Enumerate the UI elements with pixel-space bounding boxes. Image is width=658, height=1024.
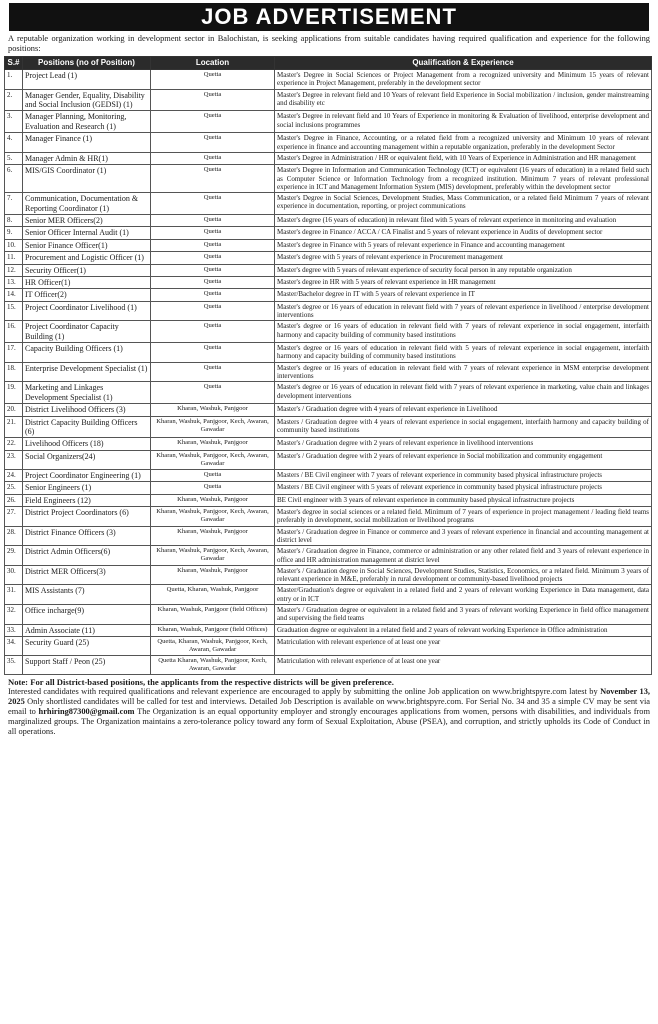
row-position: District Finance Officers (3) (23, 526, 151, 546)
table-row (5, 111, 652, 133)
row-qualification: Master's Degree in Finance, Accounting, or a related field from a recognized university and Minimum 10 years of relevant experience in finance and accounting management within a reputable organization, preferably in the development Sector (275, 133, 652, 153)
row-location: Quetta (151, 252, 275, 264)
row-position: MIS Assistants (7) (23, 585, 151, 605)
row-sn: 34. (5, 636, 23, 655)
row-location: Quetta (151, 70, 275, 90)
row-position: Social Organizers(24) (23, 450, 151, 469)
row-location: Quetta (151, 382, 275, 404)
table-row (5, 565, 652, 585)
table-row (5, 214, 652, 226)
row-location: Quetta (151, 362, 275, 382)
row-sn: 14. (5, 289, 23, 301)
row-sn: 4. (5, 133, 23, 153)
row-position: Senior Finance Officer(1) (23, 239, 151, 251)
row-qualification: Master's degree in Finance with 5 years of relevant experience in Finance and accounting management (275, 239, 652, 251)
row-qualification: Masters / BE Civil engineer with 7 years of relevant experience in community based physical infrastructure projects (275, 469, 652, 481)
row-sn: 30. (5, 565, 23, 585)
row-location: Kharan, Washuk, Panjgoor, Kech, Awaran, Gawadar (151, 450, 275, 469)
row-qualification: Masters / BE Civil engineer with 5 years of relevant experience in community based physical infrastructure projects (275, 482, 652, 494)
table-row (5, 546, 652, 566)
row-location: Kharan, Washuk, Panjgoor (field Offices) (151, 624, 275, 636)
header-location: Location (151, 57, 275, 70)
row-qualification: Masters / Graduation degree with 4 years of relevant experience in social engagement, interfaith harmony and capacity building of community based institutions (275, 416, 652, 438)
row-position: Livelihood Officers (18) (23, 438, 151, 450)
row-location: Quetta (151, 343, 275, 363)
table-row (5, 636, 652, 655)
row-location: Quetta (151, 111, 275, 133)
row-sn: 32. (5, 604, 23, 624)
row-position: Project Coordinator Capacity Building (1) (23, 321, 151, 343)
table-row (5, 289, 652, 301)
row-sn: 27. (5, 507, 23, 527)
table-row (5, 624, 652, 636)
closing-text-1: Interested candidates with required qualifications and relevant experience are encouraged to apply by submitting the online Job application on www.brightspyre.com latest by (8, 686, 601, 696)
row-qualification: Master's / Graduation degree in Finance or commerce and 3 years of relevant experience in financial and accounting management at district level (275, 526, 652, 546)
row-qualification: Master's / Graduation degree with 4 years of relevant experience in Livelihood (275, 404, 652, 416)
closing-paragraph (4, 687, 654, 737)
row-qualification: Master/Graduation's degree or equivalent in a related field and 2 years of relevant working Experience in Data management, data entry or in ICT (275, 585, 652, 605)
header-qualification: Qualification & Experience (275, 57, 652, 70)
table-row (5, 252, 652, 264)
row-position: Senior Officer Internal Audit (1) (23, 227, 151, 239)
row-position: Senior Engineers (1) (23, 482, 151, 494)
table-row (5, 416, 652, 438)
row-sn: 2. (5, 89, 23, 111)
row-qualification: Master's / Graduation degree or equivalent in a related field and 3 years of relevant working Experience in field office management and supervising the field teams (275, 604, 652, 624)
row-sn: 5. (5, 152, 23, 164)
table-row (5, 264, 652, 276)
row-qualification: Master's Degree in Social Sciences, Development Studies, Mass Communication, or a related field Minimum 7 years of relevant experience in documentation, reporting, or project communications (275, 193, 652, 215)
row-qualification: Master's degree with 5 years of relevant experience of security focal person in any reputable organization (275, 264, 652, 276)
row-sn: 22. (5, 438, 23, 450)
row-sn: 10. (5, 239, 23, 251)
table-row (5, 89, 652, 111)
table-row (5, 152, 652, 164)
table-row (5, 482, 652, 494)
row-sn: 6. (5, 165, 23, 193)
row-position: Field Engineers (12) (23, 494, 151, 506)
row-qualification: BE Civil engineer with 3 years of relevant experience in community based physical infrastructure projects (275, 494, 652, 506)
row-qualification: Master's degree or 16 years of education in relevant field with 7 years of relevant experience in social engagement, interfaith harmony and capacity building of community based institutions (275, 321, 652, 343)
closing-text-3: The Organization is an equal opportunity employer and strongly encourages applications from women, persons with disabilities, and individuals from marginalized groups. The Organization maintains a zero-tolerance policy toward any form of Sexual Exploitation, Abuse (PSEA), and corruption, and strictly upholds its Code of Conduct in all operations. (8, 706, 650, 736)
row-position: Project Coordinator Engineering (1) (23, 469, 151, 481)
row-location: Kharan, Washuk, Panjgoor (151, 494, 275, 506)
row-location: Quetta (151, 482, 275, 494)
row-qualification: Master's degree or 16 years of education in relevant field with 7 years of relevant experience in marketing, value chain and linkages development interventions (275, 382, 652, 404)
row-sn: 31. (5, 585, 23, 605)
table-row (5, 655, 652, 674)
row-position: Marketing and Linkages Development Specialist (1) (23, 382, 151, 404)
table-row (5, 469, 652, 481)
row-location: Kharan, Washuk, Panjgoor (field Offices) (151, 604, 275, 624)
row-location: Quetta (151, 469, 275, 481)
row-sn: 9. (5, 227, 23, 239)
row-sn: 33. (5, 624, 23, 636)
row-position: Manager Gender, Equality, Disability and Social Inclusion (GEDSI) (1) (23, 89, 151, 111)
row-position: MIS/GIS Coordinator (1) (23, 165, 151, 193)
row-qualification: Master's degree or 16 years of education in relevant field with 5 years of relevant experience in social engagement, interfaith harmony and capacity building of community based institutions (275, 343, 652, 363)
row-sn: 24. (5, 469, 23, 481)
row-location: Kharan, Washuk, Panjgoor, Kech, Awaran, Gawadar (151, 416, 275, 438)
row-qualification: Master's Degree in relevant field and 10 Years of Experience in monitoring & Evaluation of livelihood, enterprise development and social inclusions programmes (275, 111, 652, 133)
row-position: Procurement and Logistic Officer (1) (23, 252, 151, 264)
table-row (5, 507, 652, 527)
row-position: Security Guard (25) (23, 636, 151, 655)
row-qualification: Master's degree or 16 years of education in relevant field with 7 years of relevant experience in MSM enterprise development interventions (275, 362, 652, 382)
row-location: Quetta, Kharan, Washuk, Panjgoor (151, 585, 275, 605)
row-sn: 11. (5, 252, 23, 264)
row-sn: 16. (5, 321, 23, 343)
header-sn: S.# (5, 57, 23, 70)
row-sn: 23. (5, 450, 23, 469)
row-position: District Project Coordinators (6) (23, 507, 151, 527)
job-advertisement-page (4, 0, 654, 737)
row-position: District MER Officers(3) (23, 565, 151, 585)
row-position: Manager Planning, Monitoring, Evaluation and Research (1) (23, 111, 151, 133)
row-qualification: Master's degree in Finance / ACCA / CA Finalist and 5 years of relevant experience in Audits of development sector (275, 227, 652, 239)
row-position: Support Staff / Peon (25) (23, 655, 151, 674)
row-location: Quetta Kharan, Washuk, Panjgoor, Kech, Awaran, Gawadar (151, 655, 275, 674)
row-qualification: Master's degree in HR with 5 years of relevant experience in HR management (275, 276, 652, 288)
row-position: Communication, Documentation & Reporting Coordinator (1) (23, 193, 151, 215)
row-sn: 15. (5, 301, 23, 321)
row-location: Quetta (151, 214, 275, 226)
table-row (5, 362, 652, 382)
row-qualification: Master/Bachelor degree in IT with 5 years of relevant experience in IT (275, 289, 652, 301)
row-position: Capacity Building Officers (1) (23, 343, 151, 363)
row-location: Quetta (151, 321, 275, 343)
row-position: Admin Associate (11) (23, 624, 151, 636)
table-row (5, 604, 652, 624)
row-qualification: Graduation degree or equivalent in a related field and 2 years of relevant working Experience in Office administration (275, 624, 652, 636)
row-qualification: Master's Degree in relevant field and 10 Years of relevant field Experience in Social mobilization / inclusion, gender mainstreaming and disability etc (275, 89, 652, 111)
row-position: District Admin Officers(6) (23, 546, 151, 566)
row-location: Kharan, Washuk, Panjgoor (151, 565, 275, 585)
row-sn: 28. (5, 526, 23, 546)
row-position: District Capacity Building Officers (6) (23, 416, 151, 438)
intro-paragraph: A reputable organization working in development sector in Balochistan, is seeking applications from suitable candidates having required qualification and experience for the following positions: (8, 34, 650, 53)
row-location: Quetta (151, 301, 275, 321)
row-qualification: Master's / Graduation degree in Finance, commerce or administration or any other related field and 3 years of relevant experience in office and HR administration management at district level (275, 546, 652, 566)
row-sn: 18. (5, 362, 23, 382)
table-row (5, 321, 652, 343)
district-note: Note: For all District-based positions, the applicants from the respective districts will be given preference. (8, 676, 394, 687)
table-row (5, 494, 652, 506)
row-location: Quetta, Kharan, Washuk, Panjgoor, Kech, Awaran, Gawadar (151, 636, 275, 655)
row-position: District Livelihood Officers (3) (23, 404, 151, 416)
row-qualification: Matriculation with relevant experience of at least one year (275, 655, 652, 674)
row-sn: 8. (5, 214, 23, 226)
table-row (5, 585, 652, 605)
row-qualification: Master's / Graduation degree with 2 years of relevant experience in livelihood interventions (275, 438, 652, 450)
row-location: Kharan, Washuk, Panjgoor, Kech, Awaran, Gawadar (151, 546, 275, 566)
table-row (5, 343, 652, 363)
row-sn: 26. (5, 494, 23, 506)
table-row (5, 193, 652, 215)
row-position: Senior MER Officers(2) (23, 214, 151, 226)
row-position: Manager Finance (1) (23, 133, 151, 153)
row-position: IT Officer(2) (23, 289, 151, 301)
row-location: Quetta (151, 289, 275, 301)
row-sn: 7. (5, 193, 23, 215)
row-sn: 13. (5, 276, 23, 288)
row-sn: 29. (5, 546, 23, 566)
table-row (5, 165, 652, 193)
row-qualification: Master's Degree in Information and Communication Technology (ICT) or equivalent (16 years of education) in a related field such as Computer Science or Information Technology from a recognized institution. Minimum 7 years of relevant professional experience in ICT and Management Information System (MIS) development, preferably within the development sector (275, 165, 652, 193)
row-location: Quetta (151, 264, 275, 276)
row-position: Project Coordinator Livelihood (1) (23, 301, 151, 321)
table-row (5, 382, 652, 404)
table-row (5, 239, 652, 251)
row-position: Office incharge(9) (23, 604, 151, 624)
row-location: Quetta (151, 133, 275, 153)
row-position: Manager Admin & HR(1) (23, 152, 151, 164)
row-sn: 35. (5, 655, 23, 674)
row-location: Quetta (151, 165, 275, 193)
page-title: JOB ADVERTISEMENT (9, 3, 649, 31)
table-row (5, 450, 652, 469)
row-sn: 12. (5, 264, 23, 276)
row-sn: 20. (5, 404, 23, 416)
row-sn: 3. (5, 111, 23, 133)
row-location: Quetta (151, 193, 275, 215)
row-qualification: Master's Degree in Social Sciences or Project Management from a recognized university and Minimum 15 years of relevant experience in Project Management, preferably in the development sector (275, 70, 652, 90)
row-sn: 17. (5, 343, 23, 363)
contact-email[interactable]: hrhiring87300@gmail.com (38, 706, 135, 716)
row-qualification: Master's degree in social sciences or a related field. Minimum of 7 years of experience in project management / leading field teams preferably in development, social mobilization or livelihood programs (275, 507, 652, 527)
table-row (5, 70, 652, 90)
row-position: Project Lead (1) (23, 70, 151, 90)
row-position: Security Officer(1) (23, 264, 151, 276)
row-location: Kharan, Washuk, Panjgoor (151, 438, 275, 450)
row-location: Kharan, Washuk, Panjgoor (151, 404, 275, 416)
row-location: Quetta (151, 227, 275, 239)
row-location: Quetta (151, 89, 275, 111)
table-row (5, 404, 652, 416)
row-location: Kharan, Washuk, Panjgoor (151, 526, 275, 546)
row-sn: 21. (5, 416, 23, 438)
row-sn: 1. (5, 70, 23, 90)
closing-text-2: Only shortlisted candidates will be called for test and interviews. Detailed Job Description is available on www.brightspyre.com. For Serial No. 34 and 35 a simple CV may be sent via email to (8, 696, 650, 716)
table-row (5, 133, 652, 153)
deadline-date: November 13, 2025 (8, 686, 651, 706)
row-sn: 25. (5, 482, 23, 494)
row-qualification: Master's Degree in Administration / HR or equivalent field, with 10 Years of Experience in Administration and HR management (275, 152, 652, 164)
row-qualification: Master's degree (16 years of education) in relevant filed with 5 years of relevant experience in monitoring and evaluation (275, 214, 652, 226)
table-row (5, 227, 652, 239)
table-body (5, 70, 652, 675)
row-position: Enterprise Development Specialist (1) (23, 362, 151, 382)
row-sn: 19. (5, 382, 23, 404)
table-row (5, 301, 652, 321)
row-qualification: Master's / Graduation degree in Social Sciences, Development Studies, Statistics, Economics, or a related field. Minimum 3 years of relevant experience in M&E, preferably in rural development or community-based livelihood projects (275, 565, 652, 585)
row-location: Quetta (151, 276, 275, 288)
table-row (5, 526, 652, 546)
row-qualification: Matriculation with relevant experience of at least one year (275, 636, 652, 655)
row-qualification: Master's / Graduation degree with 2 years of relevant experience in Social mobilization and community engagement (275, 450, 652, 469)
row-position: HR Officer(1) (23, 276, 151, 288)
table-row (5, 276, 652, 288)
table-row (5, 438, 652, 450)
row-location: Quetta (151, 239, 275, 251)
row-qualification: Master's degree or 16 years of education in relevant field with 7 years of relevant experience in livelihood / enterprise development interventions (275, 301, 652, 321)
table-header-row (5, 57, 652, 70)
row-location: Quetta (151, 152, 275, 164)
row-location: Kharan, Washuk, Panjgoor, Kech, Awaran, Gawadar (151, 507, 275, 527)
positions-table (4, 56, 652, 675)
row-qualification: Master's degree with 5 years of relevant experience in Procurement management (275, 252, 652, 264)
header-position: Positions (no of Position) (23, 57, 151, 70)
